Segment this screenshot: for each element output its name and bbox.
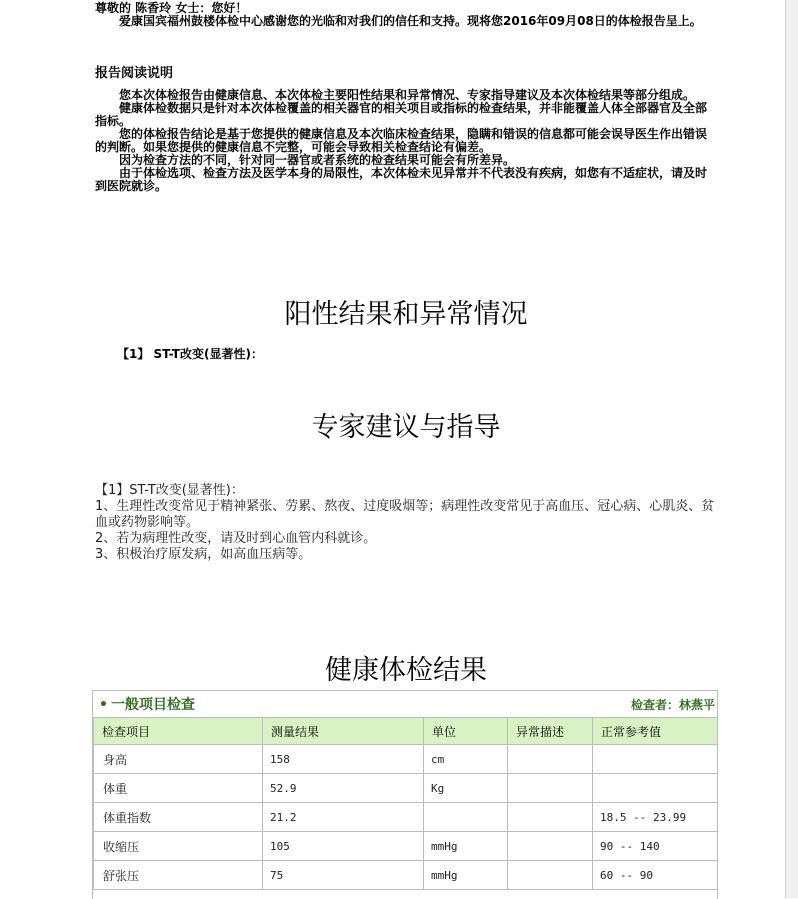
health-results-title: 健康体检结果 [325, 655, 487, 686]
item-name: 收缩压 [94, 832, 263, 861]
positive-item: 【1】 ST-T改变(显著性)： [117, 347, 263, 361]
reference-range: 90 -- 140 [593, 832, 718, 861]
reference-range: 18.5 -- 23.99 [593, 803, 718, 832]
column-header: 检查项目 [94, 718, 263, 745]
measured-value: 21.2 [263, 803, 424, 832]
column-header: 正常参考值 [593, 718, 718, 745]
column-header: 测量结果 [263, 718, 424, 745]
advice-line: 2、若为病理性改变，请及时到心血管内科就诊。 [95, 531, 377, 546]
page-scroll-edge [785, 0, 798, 898]
reference-range [593, 774, 718, 803]
abnormal-desc [508, 745, 593, 774]
item-name: 身高 [94, 745, 263, 774]
column-header: 单位 [424, 718, 508, 745]
card-header [93, 691, 717, 717]
intro-paragraph: 爱康国宾福州鼓楼体检中心感谢您的光临和对我们的信任和支持。现将您2016年09月08日的体检报告呈上。 [119, 14, 702, 28]
unit: Kg [424, 774, 508, 803]
reading-paragraph: 因为检查方法的不同，针对同一器官或者系统的检查结果可能会有所差异。 [119, 153, 516, 167]
abnormal-desc [508, 832, 593, 861]
reference-range [593, 745, 718, 774]
abnormal-desc [508, 803, 593, 832]
reading-paragraph: 健康体检数据只是针对本次体检覆盖的相关器官的相关项目或指标的检查结果，并非能覆盖人体全部器官及全部指标。 [95, 101, 708, 128]
unit: mmHg [424, 832, 508, 861]
expert-advice-title: 专家建议与指导 [311, 412, 501, 443]
reading-paragraph: 您的体检报告结论是基于您提供的健康信息及本次临床检查结果，隐瞒和错误的信息都可能会误导医生作出错误的判断。如果您提供的健康信息不完整，可能会导致相关检查结论有偏差。 [95, 127, 708, 154]
reading-paragraph: 您本次体检报告由健康信息、本次体检主要阳性结果和异常情况、专家指导建议及本次体检结果等部分组成。 [119, 88, 696, 102]
unit [424, 803, 508, 832]
exam-table [93, 717, 718, 890]
reference-range: 60 -- 90 [593, 861, 718, 890]
section-label: 一般项目检查 [110, 697, 195, 713]
table-row [94, 832, 718, 861]
advice-line: 1、生理性改变常见于精神紧张、劳累、熬夜、过度吸烟等；病理性改变常见于高血压、冠心病、心肌炎、贫血或药物影响等。 [95, 499, 715, 530]
measured-value: 105 [263, 832, 424, 861]
item-name: 体重 [94, 774, 263, 803]
unit: mmHg [424, 861, 508, 890]
checker-label: 检查者：林燕平 [630, 697, 715, 712]
column-header: 异常描述 [508, 718, 593, 745]
item-name: 舒张压 [94, 861, 263, 890]
advice-line: 【1】ST-T改变(显著性)： [95, 483, 244, 498]
measured-value: 52.9 [263, 774, 424, 803]
table-row [94, 774, 718, 803]
abnormal-desc [508, 861, 593, 890]
unit: cm [424, 745, 508, 774]
advice-line: 3、积极治疗原发病，如高血压病等。 [95, 547, 312, 562]
positive-results-title: 阳性结果和异常情况 [284, 299, 528, 330]
table-row [94, 803, 718, 832]
reading-notes [95, 89, 717, 193]
reading-title: 报告阅读说明 [95, 66, 174, 81]
table-header-row [94, 718, 718, 745]
greeting-line: 尊敬的 陈香玲 女士：您好！ [95, 1, 248, 15]
greeting-block [95, 2, 717, 28]
general-exam-card [92, 690, 718, 899]
measured-value: 158 [263, 745, 424, 774]
item-name: 体重指数 [94, 803, 263, 832]
table-row [94, 745, 718, 774]
card-title [99, 694, 195, 714]
advice-block [95, 483, 717, 563]
reading-paragraph: 由于体检选项、检查方法及医学本身的局限性，本次体检未见异常并不代表没有疾病，如您有不适症状，请及时到医院就诊。 [95, 166, 708, 193]
measured-value: 75 [263, 861, 424, 890]
bullet-icon: • [99, 697, 108, 713]
abnormal-desc [508, 774, 593, 803]
table-row [94, 861, 718, 890]
